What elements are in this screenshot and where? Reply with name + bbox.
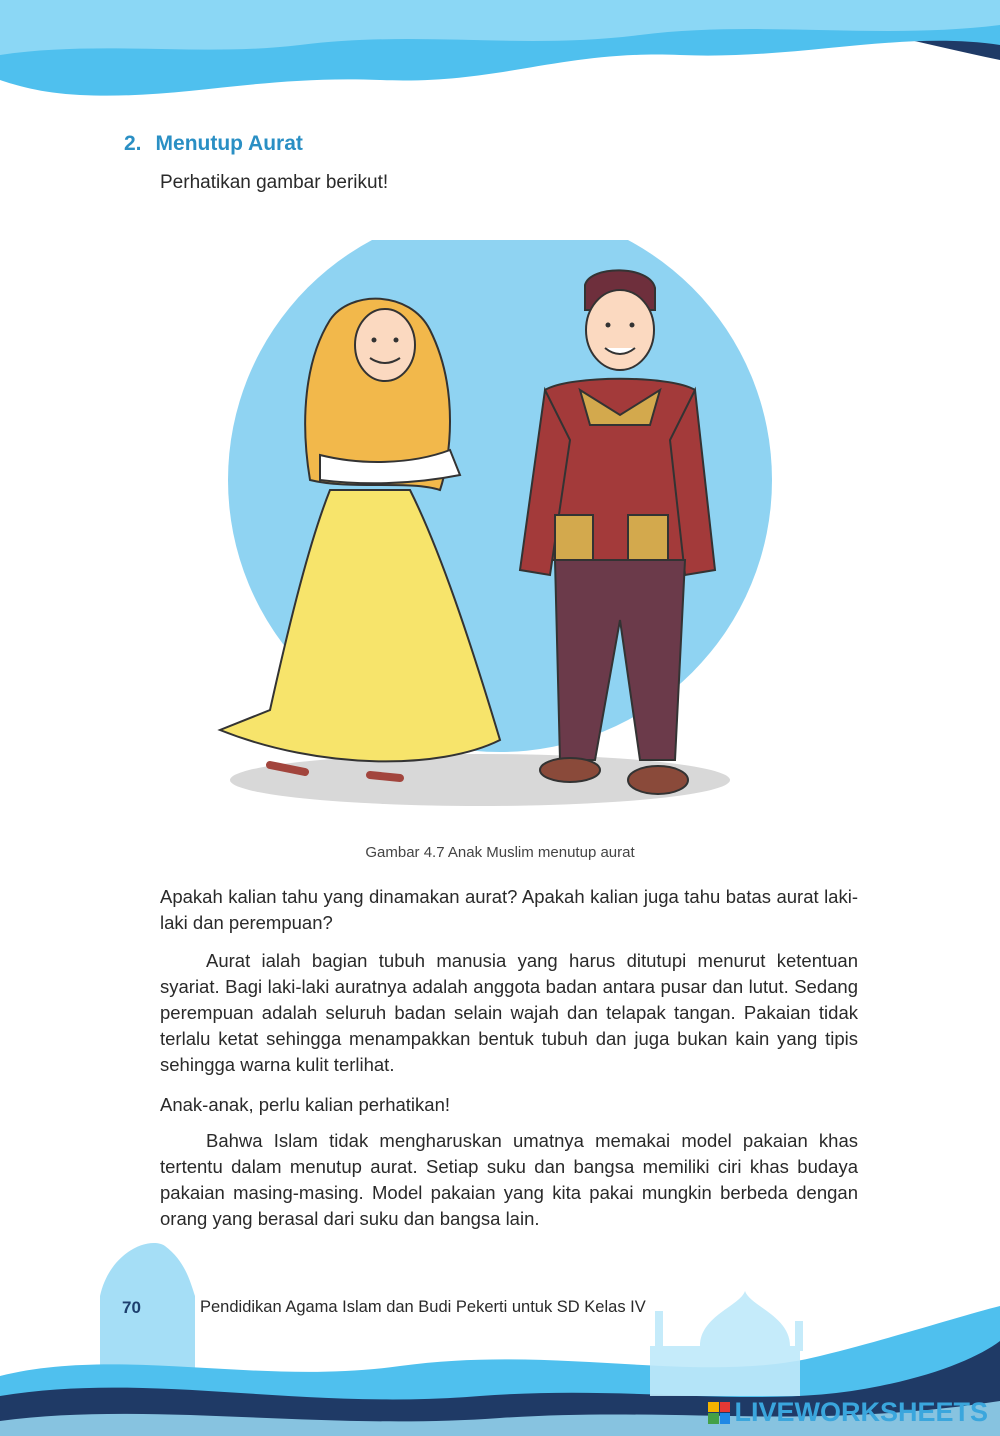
page-number: 70 [122, 1298, 141, 1317]
liveworksheets-watermark [708, 1397, 988, 1428]
footer-book-title: Pendidikan Agama Islam dan Budi Pekerti untuk SD Kelas IV [200, 1298, 646, 1316]
section-heading [124, 132, 303, 156]
figure-illustration [210, 240, 790, 820]
section-number: 2. [124, 132, 142, 155]
intro-text: Perhatikan gambar berikut! [160, 172, 389, 193]
figure-caption: Gambar 4.7 Anak Muslim menutup aurat [365, 844, 635, 861]
section-title: Menutup Aurat [155, 132, 303, 155]
paragraph-1: Apakah kalian tahu yang dinamakan aurat? Apakah kalian juga tahu batas aurat laki-laki dan perempuan? [160, 886, 858, 933]
paragraph-2: Aurat ialah bagian tubuh manusia yang harus ditutupi menurut ketentuan syariat. Bagi laki-laki auratnya adalah anggota badan antara pusar dan lutut. Sedang perempuan adalah seluruh badan selain wajah dan telapak tangan. Pakaian tidak terlalu ketat sehingga menampakkan bentuk tubuh dan juga bukan kain yang tipis sehingga warna kulit terlihat. [160, 950, 858, 1075]
header-wave-decoration [0, 0, 1000, 110]
watermark-text: LIVEWORKSHEETS [734, 1397, 988, 1427]
paragraph-4: Bahwa Islam tidak mengharuskan umatnya memakai model pakaian khas tertentu dalam menutup aurat. Setiap suku dan bangsa memiliki ciri khas budaya pakaian masing-masing. Model pakaian yang kita pakai mungkin berbeda dengan orang yang berasal dari suku dan bangsa lain. [160, 1130, 858, 1229]
liveworksheets-logo-icon [708, 1402, 730, 1424]
mosque-silhouette-right [650, 1291, 803, 1396]
paragraph-3: Anak-anak, perlu kalian perhatikan! [160, 1094, 451, 1115]
